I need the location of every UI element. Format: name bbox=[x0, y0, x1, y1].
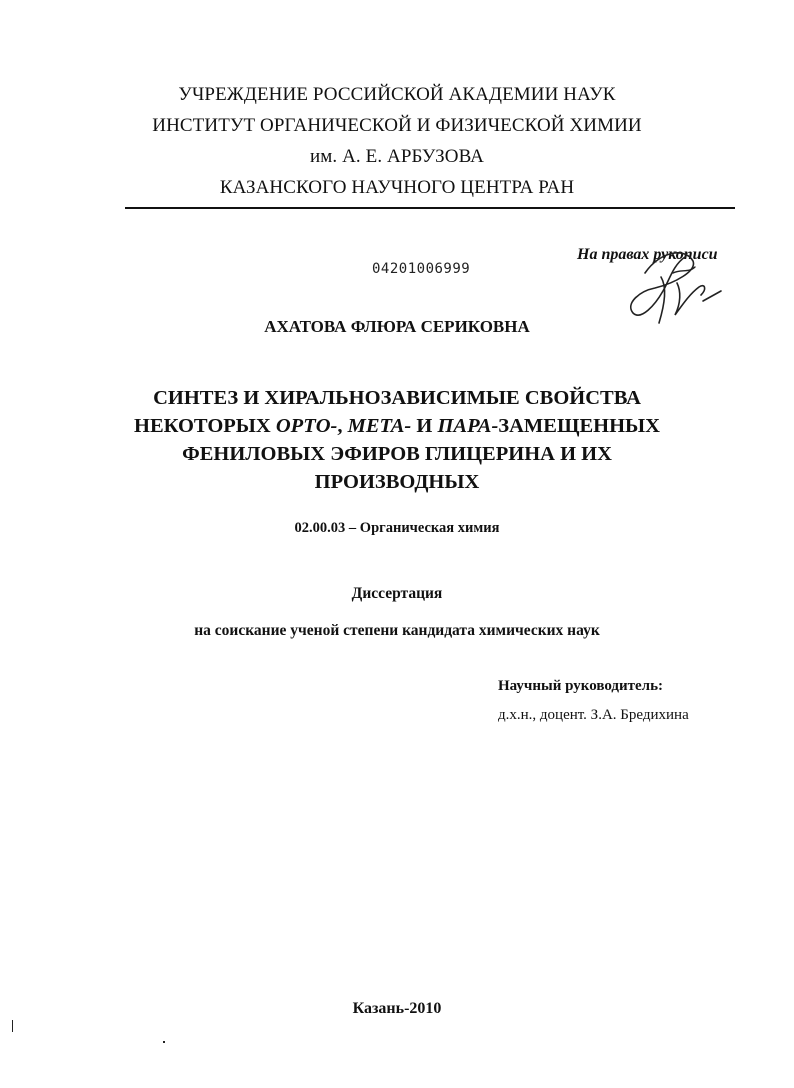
title-orto: ОРТО- bbox=[275, 415, 338, 437]
rights-note: На правах рукописи bbox=[577, 246, 718, 263]
institution-line-1: УЧРЕЖДЕНИЕ РОССИЙСКОЙ АКАДЕМИИ НАУК bbox=[178, 84, 616, 105]
header-divider bbox=[125, 207, 735, 209]
title-sep-1: , bbox=[337, 415, 348, 437]
title-line-2 bbox=[0, 412, 794, 440]
city-year: Казань-2010 bbox=[352, 1000, 442, 1017]
title-para: ПАРА- bbox=[437, 415, 499, 437]
scan-artifact-dot bbox=[163, 1041, 165, 1043]
institution-line-4: КАЗАНСКОГО НАУЧНОГО ЦЕНТРА РАН bbox=[219, 177, 575, 198]
specialty: 02.00.03 – Органическая химия bbox=[294, 520, 500, 536]
institution-line-2: ИНСТИТУТ ОРГАНИЧЕСКОЙ И ФИЗИЧЕСКОЙ ХИМИИ bbox=[152, 115, 642, 136]
advisor-name: д.х.н., доцент. З.А. Бредихина bbox=[498, 707, 689, 723]
title-line-2-post: ЗАМЕЩЕННЫХ bbox=[498, 415, 660, 437]
institution-line-3: им. А. Е. АРБУЗОВА bbox=[310, 146, 484, 167]
document-type: Диссертация bbox=[351, 585, 443, 602]
registration-number: 04201006999 bbox=[372, 261, 471, 277]
title-meta: МЕТА- bbox=[347, 415, 412, 437]
scan-artifact-mark bbox=[12, 1020, 13, 1032]
title-line-2-pre: НЕКОТОРЫХ bbox=[134, 415, 276, 437]
author-name: АХАТОВА ФЛЮРА СЕРИКОВНА bbox=[264, 317, 530, 336]
title-line-1: СИНТЕЗ И ХИРАЛЬНОЗАВИСИМЫЕ СВОЙСТВА bbox=[153, 387, 641, 409]
title-line-4: ПРОИЗВОДНЫХ bbox=[314, 471, 480, 493]
degree-statement: на соискание ученой степени кандидата химических наук bbox=[194, 622, 600, 639]
advisor-label: Научный руководитель: bbox=[498, 678, 663, 694]
title-line-3: ФЕНИЛОВЫХ ЭФИРОВ ГЛИЦЕРИНА И ИХ bbox=[182, 443, 612, 465]
title-sep-2: И bbox=[411, 415, 438, 437]
